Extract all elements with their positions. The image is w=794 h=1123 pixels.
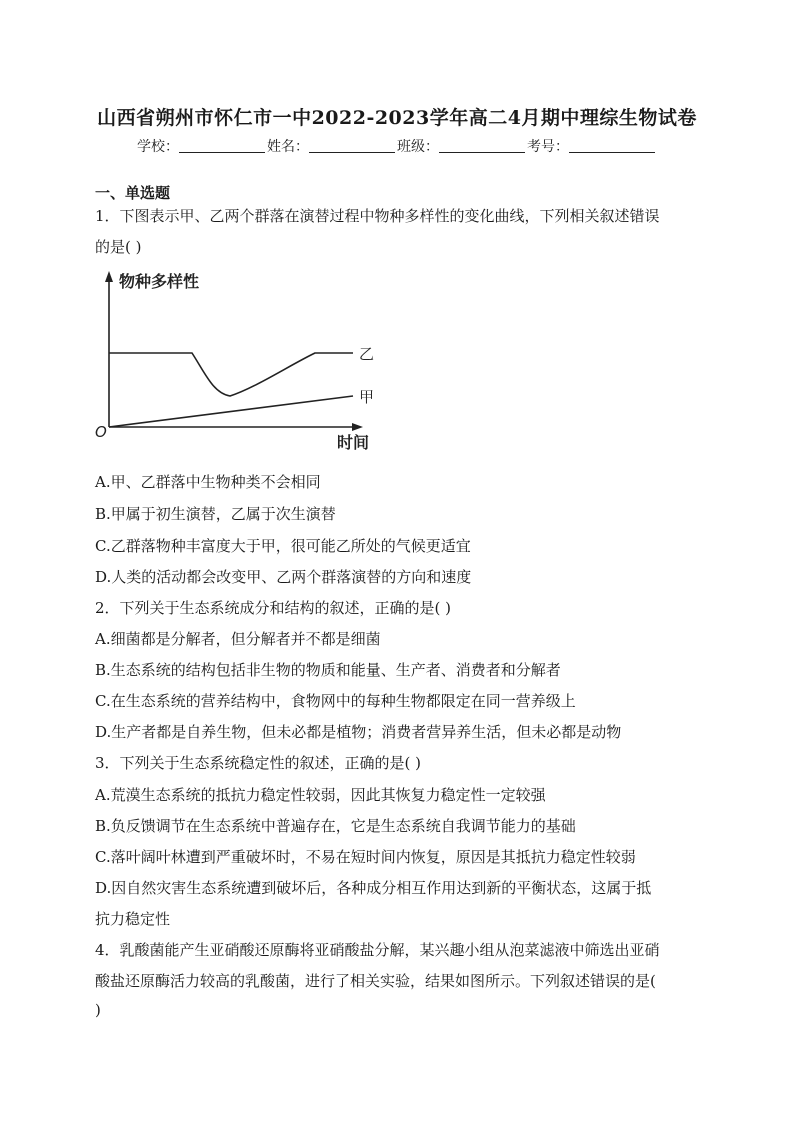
q2-stem: 2．下列关于生态系统成分和结构的叙述，正确的是( ): [95, 599, 452, 617]
q3-option-c: C.落叶阔叶林遭到严重破坏时，不易在短时间内恢复，原因是其抵抗力稳定性较弱: [95, 848, 636, 866]
y-axis-arrow: [105, 271, 113, 282]
q3-option-b: B.负反馈调节在生态系统中普遍存在，它是生态系统自我调节能力的基础: [95, 817, 576, 835]
number-blank[interactable]: [569, 138, 655, 153]
class-blank[interactable]: [439, 138, 525, 153]
exam-title: 山西省朔州市怀仁市一中2022-2023学年高二4月期中理综生物试卷: [97, 107, 697, 129]
x-axis-arrow: [352, 423, 363, 431]
q2-option-c: C.在生态系统的营养结构中，食物网中的每种生物都限定在同一营养级上: [95, 692, 576, 710]
x-axis-label: 时间: [337, 433, 370, 452]
q1-option-a: A.甲、乙群落中生物种类不会相同: [95, 473, 321, 491]
series-yi-curve: [109, 353, 353, 396]
name-label: 姓名：: [267, 139, 309, 155]
q4-stem-line3: ): [95, 1001, 101, 1019]
section-heading: 一、单选题: [95, 184, 171, 202]
class-label: 班级：: [397, 139, 439, 155]
q2-option-d: D.生产者都是自养生物，但未必都是植物；消费者营异养生活，但未必都是动物: [95, 723, 622, 741]
q2-option-a: A.细菌都是分解者，但分解者并不都是细菌: [95, 630, 381, 648]
q1-stem-line1: 1．下图表示甲、乙两个群落在演替过程中物种多样性的变化曲线，下列相关叙述错误: [95, 207, 660, 225]
origin-label: O: [95, 423, 107, 441]
diversity-graph: [95, 265, 395, 457]
series-jia-label: 甲: [359, 388, 375, 406]
q1-option-b: B.甲属于初生演替，乙属于次生演替: [95, 505, 336, 523]
q1-stem-line2: 的是( ): [95, 238, 142, 256]
q3-option-a: A.荒漠生态系统的抵抗力稳定性较弱，因此其恢复力稳定性一定较强: [95, 786, 546, 804]
q3-option-d-line2: 抗力稳定性: [95, 910, 171, 928]
q2-option-b: B.生态系统的结构包括非生物的物质和能量、生产者、消费者和分解者: [95, 661, 561, 679]
series-yi-label: 乙: [359, 345, 375, 363]
school-blank[interactable]: [179, 138, 265, 153]
name-blank[interactable]: [309, 138, 395, 153]
number-label: 考号：: [527, 139, 569, 155]
school-label: 学校：: [137, 139, 179, 155]
q3-option-d-line1: D.因自然灾害生态系统遭到破坏后，各种成分相互作用达到新的平衡状态，这属于抵: [95, 879, 652, 897]
q3-stem: 3．下列关于生态系统稳定性的叙述，正确的是( ): [95, 754, 422, 772]
q1-option-c: C.乙群落物种丰富度大于甲，很可能乙所处的气候更适宜: [95, 537, 471, 555]
student-info-row: [0, 136, 794, 156]
series-jia-line: [109, 396, 353, 427]
y-axis-label: 物种多样性: [119, 272, 200, 291]
q4-stem-line2: 酸盐还原酶活力较高的乳酸菌，进行了相关实验，结果如图所示。下列叙述错误的是(: [95, 972, 656, 990]
q1-option-d: D.人类的活动都会改变甲、乙两个群落演替的方向和速度: [95, 568, 472, 586]
q4-stem-line1: 4．乳酸菌能产生亚硝酸还原酶将亚硝酸盐分解，某兴趣小组从泡菜滤液中筛选出亚硝: [95, 941, 660, 959]
